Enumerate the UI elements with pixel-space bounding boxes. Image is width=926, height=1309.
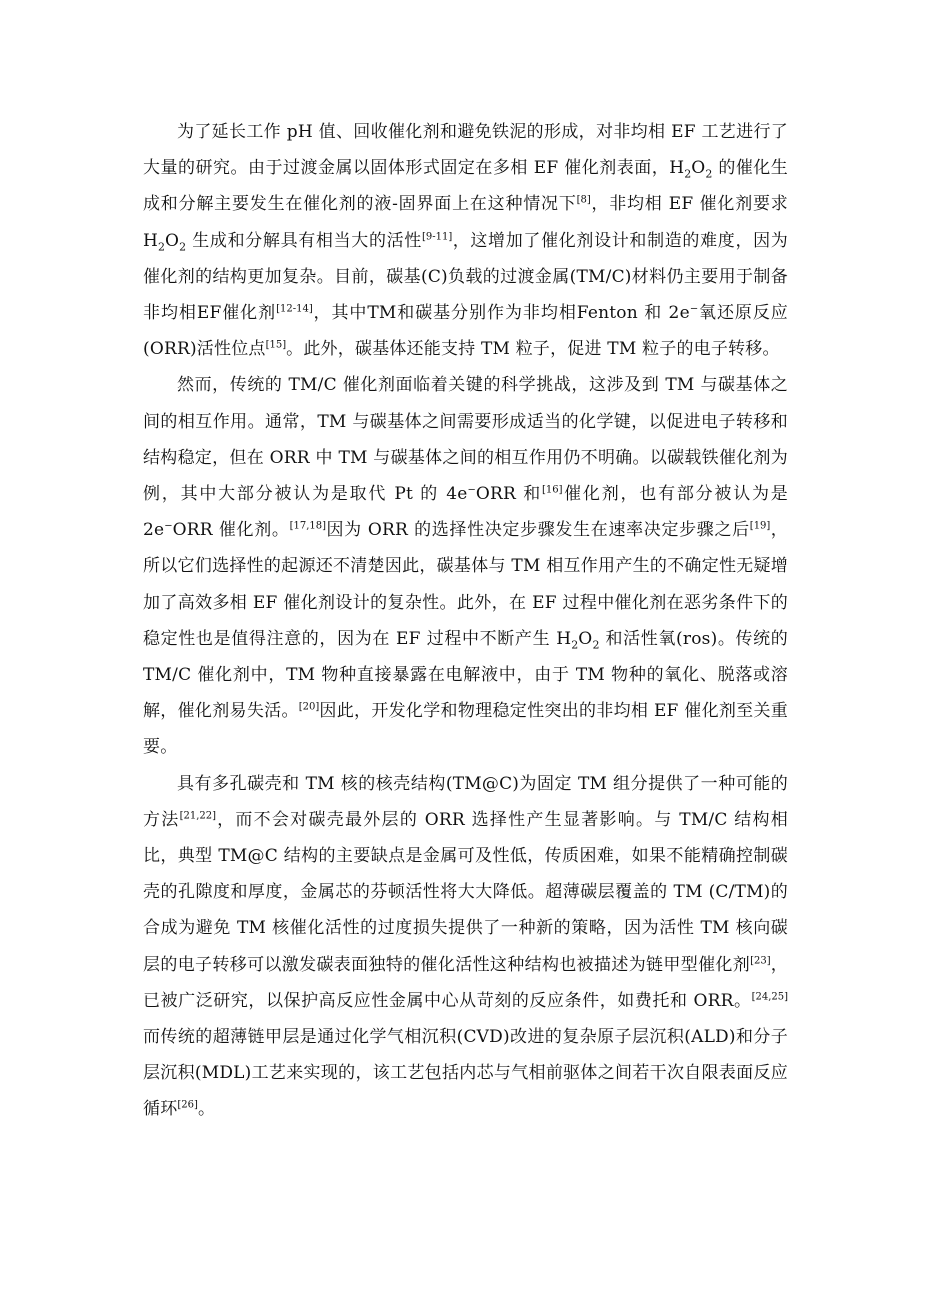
text-run: ORR 和 (475, 484, 543, 505)
text-run: 为了延长工作 pH 值、回收催化剂和避免铁泥的形成，对非均相 EF 工艺进行了大量的研究。由于过渡金属以固体形式固定在多相 EF 催化剂表面，H (143, 122, 788, 179)
text-run: 。此外，碳基体还能支持 TM 粒子，促进 TM 粒子的电子转移。 (286, 339, 780, 360)
text-run: O (165, 230, 180, 251)
superscript: [24,25] (751, 991, 788, 1003)
text-run: O (691, 158, 706, 179)
superscript: [26] (177, 1099, 198, 1111)
subscript: 2 (705, 167, 713, 181)
superscript: [17,18] (289, 520, 326, 532)
text-run: 生成和分解具有相当大的活性 (186, 230, 422, 251)
text-run: 然而，传统的 TM/C 催化剂面临着关键的科学挑战，这涉及到 TM 与碳基体之间的相互作用。通常，TM 与碳基体之间需要形成适当的化学键，以促进电子转移和结构稳定，但在 ORR 中 TM 与碳基体之间的相互作用仍不明确。以碳载铁催化剂为例，其中大部分被认为是取代 Pt 的 4e (143, 375, 788, 505)
subscript: 2 (592, 638, 600, 652)
superscript: [12-14] (276, 303, 313, 315)
superscript: [23] (750, 955, 771, 967)
superscript: [16] (542, 484, 563, 496)
superscript: [8] (576, 194, 591, 206)
superscript: − (467, 484, 476, 496)
text-run: 具有多孔碳壳和 TM 核的核壳结构(TM@C)为固定 TM 组分提供了一种可能的方法 (143, 773, 788, 830)
text-run: 催化剂，也有部分被认为是 2e (143, 484, 788, 541)
paragraph-3 (143, 766, 788, 1128)
subscript: 2 (179, 240, 187, 253)
text-run: ，而不会对碳壳最外层的 ORR 选择性产生显著影响。与 TM/C 结构相比，典型 TM@C 结构的主要缺点是金属可及性低，传质困难，如果不能精确控制碳壳的孔隙度和厚度，金属芯的芬顿活性将大大降低。超薄碳层覆盖的 TM (C/TM)的合成为避免 TM 核催化活性的过度损失提供了一种新的策略，因为活性 TM 核向碳层的电子转移可以激发碳表面独特的催化活性这种结构也被描述为链甲型催化剂 (143, 809, 788, 975)
text-run: ，其中TM和碳基分别作为非均相Fenton 和 2e (312, 303, 690, 324)
text-run: ORR 催化剂。 (172, 520, 290, 541)
text-run: 。 (197, 1099, 216, 1120)
paragraph-1 (143, 114, 788, 367)
text-run: ，已被广泛研究，以保护高反应性金属中心从苛刻的反应条件，如费托和 ORR。 (143, 954, 789, 1011)
superscript: [15] (265, 339, 287, 351)
text-run: 的催化生成和分解主要发生在催化剂的液-固界面上在这种情况下 (143, 158, 789, 215)
superscript: [21,22] (179, 810, 216, 822)
subscript: 2 (158, 240, 166, 253)
superscript: [20] (298, 701, 320, 713)
text-run: 因此，开发化学和物理稳定性突出的非均相 EF 催化剂至关重要。 (143, 701, 788, 758)
subscript: 2 (684, 167, 692, 181)
superscript: − (689, 303, 699, 315)
text-run: ，非均相 EF 催化剂要求 H (143, 194, 788, 251)
text-run: 和活性氧(ros)。传统的 TM/C 催化剂中，TM 物种直接暴露在电解液中，由于 TM 物种的氧化、脱落或溶解，催化剂易失活。 (143, 628, 788, 722)
text-run: 而传统的超薄链甲层是通过化学气相沉积(CVD)改进的复杂原子层沉积(ALD)和分子层沉积(MDL)工艺来实现的，该工艺包括内芯与气相前驱体之间若干次自限表面反应循环 (143, 1027, 788, 1120)
text-run: ，所以它们选择性的起源还不清楚因此，碳基体与 TM 相互作用产生的不确定性无疑增加了高效多相 EF 催化剂设计的复杂性。此外，在 EF 过程中催化剂在恶劣条件下的稳定性也是值得注意的，因为在 EF 过程中不断产生 H (143, 520, 788, 649)
text-run: ，这增加了催化剂设计和制造的难度，因为催化剂的结构更加复杂。目前，碳基(C)负载的过渡金属(TM/C)材料仍主要用于制备非均相EF催化剂 (143, 230, 788, 324)
superscript: [19] (749, 520, 771, 532)
subscript: 2 (571, 638, 579, 652)
document-page (143, 114, 788, 1128)
text-run: 氧还原反应(ORR)活性位点 (143, 303, 789, 360)
superscript: [9-11] (421, 230, 453, 242)
text-run: 因为 ORR 的选择性决定步骤发生在速率决定步骤之后 (326, 520, 750, 541)
text-run: O (578, 628, 593, 649)
paragraph-2 (143, 367, 788, 765)
superscript: − (164, 520, 173, 532)
